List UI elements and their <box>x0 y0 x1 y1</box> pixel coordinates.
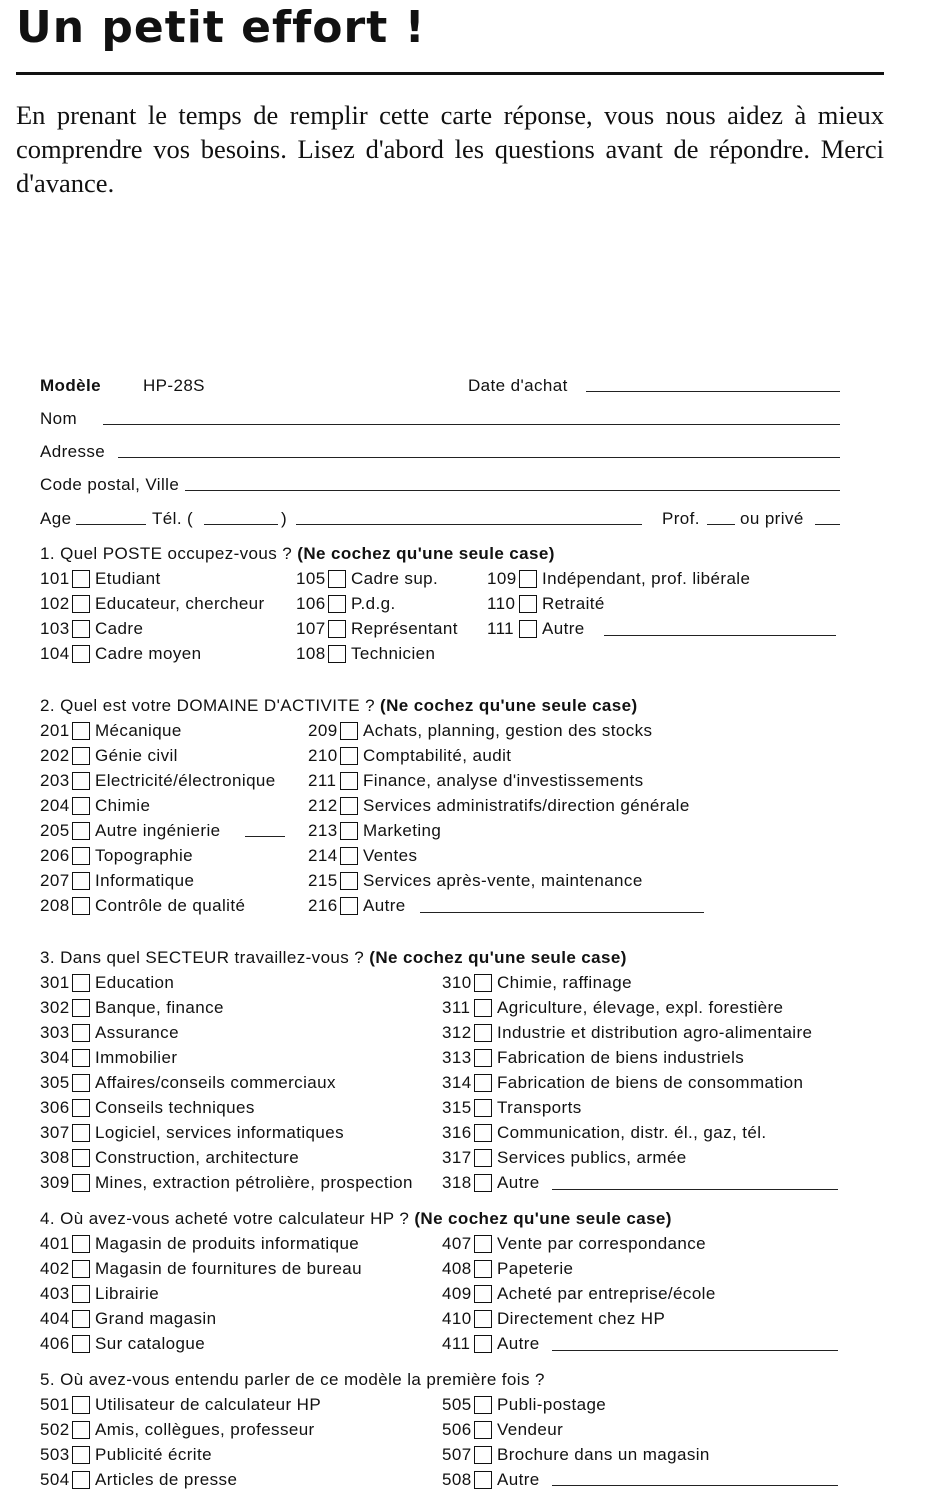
checkbox[interactable] <box>474 1446 492 1464</box>
checkbox[interactable] <box>72 1335 90 1353</box>
option-101[interactable]: 101 Etudiant <box>40 569 161 588</box>
checkbox[interactable] <box>340 872 358 890</box>
option-211[interactable]: 211 Finance, analyse d'investissements <box>308 771 644 790</box>
option-201[interactable]: 201 Mécanique <box>40 721 182 740</box>
checkbox[interactable] <box>72 1099 90 1117</box>
checkbox[interactable] <box>72 1074 90 1092</box>
option-410[interactable]: 410 Directement chez HP <box>442 1309 666 1328</box>
checkbox[interactable] <box>340 797 358 815</box>
checkbox[interactable] <box>72 1471 90 1489</box>
checkbox[interactable] <box>474 1024 492 1042</box>
intro-paragraph: En prenant le temps de remplir cette carte réponse, vous nous aidez à mieux comprendre vos besoins. Lisez d'abord les questions avant de répondre. Merci d'avance. <box>16 100 884 198</box>
option-107[interactable]: 107 Représentant <box>296 619 458 638</box>
code-postal-field[interactable] <box>185 490 840 491</box>
option-409[interactable]: 409 Acheté par entreprise/école <box>442 1284 716 1303</box>
question-4-text: 4. Où avez-vous acheté votre calculateur HP ? <box>40 1209 410 1228</box>
question-3 <box>40 948 627 968</box>
question-5 <box>40 1370 545 1390</box>
prof-field[interactable] <box>707 524 735 525</box>
option-207[interactable]: 207 Informatique <box>40 871 195 890</box>
checkbox[interactable] <box>72 1024 90 1042</box>
checkbox[interactable] <box>72 974 90 992</box>
checkbox[interactable] <box>474 1074 492 1092</box>
prive-field[interactable] <box>815 524 840 525</box>
question-1 <box>40 544 555 564</box>
modele-label: Modèle <box>40 376 101 395</box>
option-308[interactable]: 308 Construction, architecture <box>40 1148 300 1167</box>
checkbox[interactable] <box>474 1124 492 1142</box>
option-407[interactable]: 407 Vente par correspondance <box>442 1234 707 1253</box>
checkbox[interactable] <box>72 722 90 740</box>
checkbox[interactable] <box>72 1421 90 1439</box>
option-311[interactable]: 311 Agriculture, élevage, expl. forestière <box>442 998 784 1017</box>
question-4-instruction: (Ne cochez qu'une seule case) <box>414 1209 672 1228</box>
option-111[interactable]: 111 Autre <box>487 619 585 638</box>
option-506[interactable]: 506 Vendeur <box>442 1420 564 1439</box>
option-202[interactable]: 202 Génie civil <box>40 746 178 765</box>
option-318-other-field[interactable] <box>552 1189 838 1190</box>
checkbox[interactable] <box>474 1421 492 1439</box>
checkbox[interactable] <box>340 747 358 765</box>
checkbox[interactable] <box>328 645 346 663</box>
option-209[interactable]: 209 Achats, planning, gestion des stocks <box>308 721 653 740</box>
question-3-text: 3. Dans quel SECTEUR travaillez-vous ? <box>40 948 365 967</box>
checkbox[interactable] <box>474 1235 492 1253</box>
option-504[interactable]: 504 Articles de presse <box>40 1470 238 1489</box>
option-502[interactable]: 502 Amis, collègues, professeur <box>40 1420 315 1439</box>
checkbox[interactable] <box>72 570 90 588</box>
option-411-other-field[interactable] <box>552 1350 838 1351</box>
question-1-text: 1. Quel POSTE occupez-vous ? <box>40 544 293 563</box>
checkbox[interactable] <box>340 722 358 740</box>
checkbox[interactable] <box>72 595 90 613</box>
adresse-field[interactable] <box>118 457 840 458</box>
checkbox[interactable] <box>72 872 90 890</box>
checkbox[interactable] <box>72 772 90 790</box>
option-216[interactable]: 216 Autre <box>308 896 406 915</box>
checkbox[interactable] <box>340 847 358 865</box>
checkbox[interactable] <box>474 1335 492 1353</box>
option-508[interactable]: 508 Autre <box>442 1470 540 1489</box>
option-314[interactable]: 314 Fabrication de biens de consommation <box>442 1073 804 1092</box>
option-315[interactable]: 315 Transports <box>442 1098 582 1117</box>
date-field[interactable] <box>586 391 840 392</box>
checkbox[interactable] <box>474 999 492 1017</box>
option-507[interactable]: 507 Brochure dans un magasin <box>442 1445 710 1464</box>
age-field[interactable] <box>76 524 146 525</box>
option-406[interactable]: 406 Sur catalogue <box>40 1334 206 1353</box>
option-205-other-field[interactable] <box>245 836 285 837</box>
tel-area-field[interactable] <box>204 524 278 525</box>
option-111-other-field[interactable] <box>604 635 836 636</box>
checkbox[interactable] <box>474 1174 492 1192</box>
checkbox[interactable] <box>72 1260 90 1278</box>
option-204[interactable]: 204 Chimie <box>40 796 151 815</box>
checkbox[interactable] <box>72 897 90 915</box>
option-102[interactable]: 102 Educateur, chercheur <box>40 594 265 613</box>
option-307[interactable]: 307 Logiciel, services informatiques <box>40 1123 345 1142</box>
checkbox[interactable] <box>340 772 358 790</box>
option-206[interactable]: 206 Topographie <box>40 846 193 865</box>
checkbox[interactable] <box>474 974 492 992</box>
option-403[interactable]: 403 Librairie <box>40 1284 160 1303</box>
checkbox[interactable] <box>72 999 90 1017</box>
option-213[interactable]: 213 Marketing <box>308 821 442 840</box>
option-408[interactable]: 408 Papeterie <box>442 1259 574 1278</box>
checkbox[interactable] <box>474 1310 492 1328</box>
checkbox[interactable] <box>328 570 346 588</box>
checkbox[interactable] <box>72 1396 90 1414</box>
option-106[interactable]: 106 P.d.g. <box>296 594 396 613</box>
option-208[interactable]: 208 Contrôle de qualité <box>40 896 246 915</box>
checkbox[interactable] <box>474 1396 492 1414</box>
option-309[interactable]: 309 Mines, extraction pétrolière, prospection <box>40 1173 413 1192</box>
checkbox[interactable] <box>519 595 537 613</box>
question-5-text: 5. Où avez-vous entendu parler de ce modèle la première fois ? <box>40 1370 545 1389</box>
checkbox[interactable] <box>72 797 90 815</box>
checkbox[interactable] <box>474 1099 492 1117</box>
option-210[interactable]: 210 Comptabilité, audit <box>308 746 512 765</box>
checkbox[interactable] <box>474 1471 492 1489</box>
question-3-instruction: (Ne cochez qu'une seule case) <box>369 948 627 967</box>
checkbox[interactable] <box>519 570 537 588</box>
page-title: Un petit effort ! <box>16 2 426 53</box>
option-401[interactable]: 401 Magasin de produits informatique <box>40 1234 360 1253</box>
adresse-label: Adresse <box>40 442 106 461</box>
checkbox[interactable] <box>72 822 90 840</box>
option-318[interactable]: 318 Autre <box>442 1173 540 1192</box>
option-104[interactable]: 104 Cadre moyen <box>40 644 202 663</box>
checkbox[interactable] <box>72 1049 90 1067</box>
option-306[interactable]: 306 Conseils techniques <box>40 1098 255 1117</box>
code-postal-label: Code postal, Ville <box>40 475 180 494</box>
nom-label: Nom <box>40 409 78 428</box>
option-212[interactable]: 212 Services administratifs/direction générale <box>308 796 690 815</box>
checkbox[interactable] <box>72 1124 90 1142</box>
option-313[interactable]: 313 Fabrication de biens industriels <box>442 1048 745 1067</box>
option-316[interactable]: 316 Communication, distr. él., gaz, tél. <box>442 1123 767 1142</box>
option-205[interactable]: 205 Autre ingénierie <box>40 821 221 840</box>
checkbox[interactable] <box>72 620 90 638</box>
checkbox[interactable] <box>340 897 358 915</box>
option-508-other-field[interactable] <box>552 1485 838 1486</box>
option-310[interactable]: 310 Chimie, raffinage <box>442 973 632 992</box>
question-4 <box>40 1209 672 1229</box>
question-2-instruction: (Ne cochez qu'une seule case) <box>380 696 638 715</box>
option-317[interactable]: 317 Services publics, armée <box>442 1148 687 1167</box>
option-109[interactable]: 109 Indépendant, prof. libérale <box>487 569 751 588</box>
checkbox[interactable] <box>72 1174 90 1192</box>
option-103[interactable]: 103 Cadre <box>40 619 144 638</box>
option-105[interactable]: 105 Cadre sup. <box>296 569 439 588</box>
checkbox[interactable] <box>519 620 537 638</box>
checkbox[interactable] <box>72 645 90 663</box>
checkbox[interactable] <box>72 847 90 865</box>
question-1-instruction: (Ne cochez qu'une seule case) <box>297 544 555 563</box>
question-2-text: 2. Quel est votre DOMAINE D'ACTIVITE ? <box>40 696 375 715</box>
option-402[interactable]: 402 Magasin de fournitures de bureau <box>40 1259 363 1278</box>
tel-field[interactable] <box>296 524 642 525</box>
option-215[interactable]: 215 Services après-vente, maintenance <box>308 871 643 890</box>
option-110[interactable]: 110 Retraité <box>487 594 605 613</box>
checkbox[interactable] <box>72 1446 90 1464</box>
checkbox[interactable] <box>474 1260 492 1278</box>
option-214[interactable]: 214 Ventes <box>308 846 418 865</box>
prive-label: ou privé <box>740 509 804 528</box>
option-411[interactable]: 411 Autre <box>442 1334 540 1353</box>
nom-field[interactable] <box>103 424 840 425</box>
prof-label: Prof. <box>662 509 700 528</box>
option-505[interactable]: 505 Publi-postage <box>442 1395 607 1414</box>
tel-label: Tél. ( <box>152 509 194 528</box>
option-503[interactable]: 503 Publicité écrite <box>40 1445 212 1464</box>
option-203[interactable]: 203 Electricité/électronique <box>40 771 276 790</box>
checkbox[interactable] <box>340 822 358 840</box>
option-312[interactable]: 312 Industrie et distribution agro-alimentaire <box>442 1023 813 1042</box>
checkbox[interactable] <box>474 1285 492 1303</box>
option-404[interactable]: 404 Grand magasin <box>40 1309 217 1328</box>
date-label: Date d'achat <box>468 376 568 395</box>
age-label: Age <box>40 509 72 528</box>
option-301[interactable]: 301 Education <box>40 973 175 992</box>
checkbox[interactable] <box>474 1049 492 1067</box>
option-305[interactable]: 305 Affaires/conseils commerciaux <box>40 1073 336 1092</box>
tel-close: ) <box>281 509 288 528</box>
question-2 <box>40 696 638 716</box>
option-216-other-field[interactable] <box>420 912 704 913</box>
checkbox[interactable] <box>328 620 346 638</box>
option-108[interactable]: 108 Technicien <box>296 644 436 663</box>
checkbox[interactable] <box>328 595 346 613</box>
title-divider <box>16 72 884 75</box>
checkbox[interactable] <box>72 1149 90 1167</box>
checkbox[interactable] <box>72 1310 90 1328</box>
checkbox[interactable] <box>474 1149 492 1167</box>
option-501[interactable]: 501 Utilisateur de calculateur HP <box>40 1395 322 1414</box>
modele-value: HP-28S <box>143 376 205 395</box>
checkbox[interactable] <box>72 747 90 765</box>
option-304[interactable]: 304 Immobilier <box>40 1048 178 1067</box>
option-303[interactable]: 303 Assurance <box>40 1023 179 1042</box>
checkbox[interactable] <box>72 1235 90 1253</box>
checkbox[interactable] <box>72 1285 90 1303</box>
option-302[interactable]: 302 Banque, finance <box>40 998 224 1017</box>
